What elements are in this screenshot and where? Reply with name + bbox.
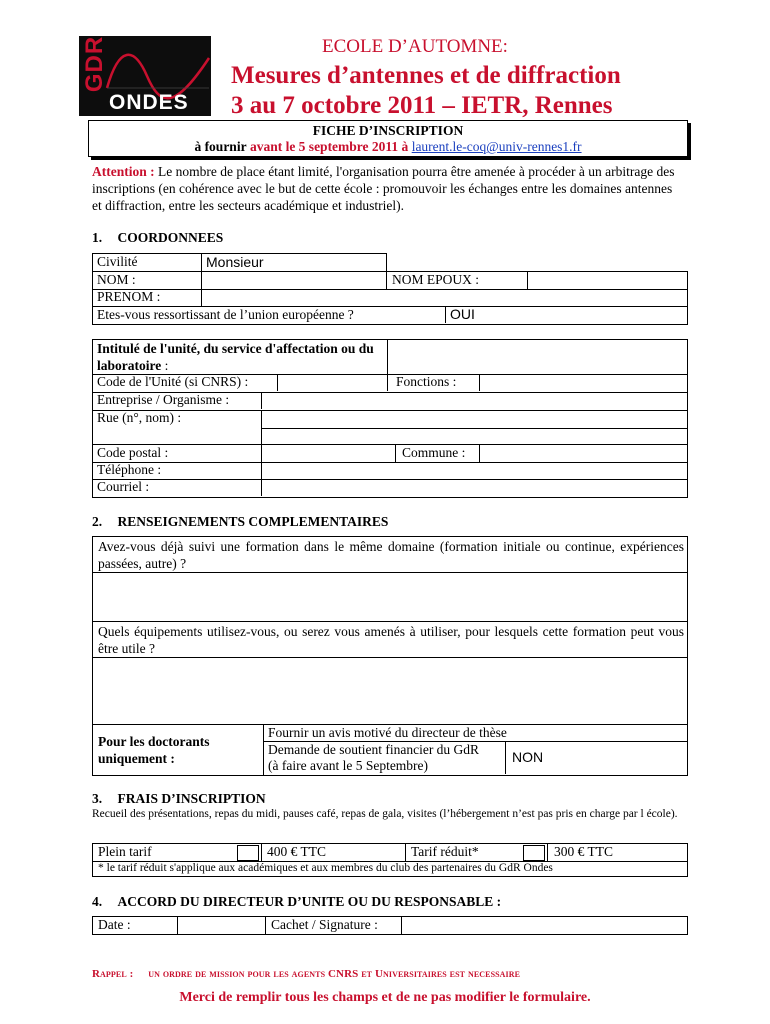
fonctions-label: Fonctions : xyxy=(396,374,457,389)
rappel-label: Rappel : xyxy=(92,968,134,980)
union-label: Etes-vous ressortissant de l’union européenne ? xyxy=(97,307,354,322)
date-label: Date : xyxy=(98,917,131,932)
nom-epoux-input[interactable] xyxy=(527,272,687,289)
nom-epoux-cell xyxy=(386,272,527,289)
question-formation: Avez-vous déjà suivi une formation dans le même domaine (formation initiale ou continue, expériences passées, autre) ? xyxy=(98,539,684,571)
telephone-input[interactable] xyxy=(261,462,688,479)
nom-label: NOM : xyxy=(97,272,136,287)
event-dates: 3 au 7 octobre 2011 – IETR, Rennes xyxy=(231,92,613,119)
rue-inner-divider xyxy=(261,428,687,429)
section1-title: COORDONNEES xyxy=(117,230,224,245)
commune-label: Commune : xyxy=(402,445,466,460)
event-kicker: ECOLE D’AUTOMNE: xyxy=(322,36,508,57)
union-select[interactable]: OUI xyxy=(445,306,686,323)
fiche-email-link[interactable]: laurent.le-coq@univ-rennes1.fr xyxy=(411,139,582,154)
code-postal-label: Code postal : xyxy=(97,445,169,460)
rappel-line xyxy=(92,968,692,980)
entreprise-label: Entreprise / Organisme : xyxy=(97,392,230,407)
plein-tarif-checkbox[interactable] xyxy=(237,845,259,861)
q2-top-divider xyxy=(93,621,687,622)
reduit-tarif-label: Tarif réduit* xyxy=(411,844,479,859)
section2-block xyxy=(92,536,688,776)
courriel-label: Courriel : xyxy=(97,479,150,494)
courriel-input[interactable] xyxy=(261,479,688,496)
civilite-label: Civilité xyxy=(97,254,138,269)
union-row xyxy=(92,307,688,325)
soutien-label: Demande de soutient financier du GdR (à faire avant le 5 Septembre) xyxy=(268,742,480,773)
cachet-cell xyxy=(265,917,400,934)
accord-row xyxy=(92,916,688,935)
logo-gdr-text: GDR xyxy=(81,35,108,93)
civilite-select[interactable]: Monsieur xyxy=(201,254,389,271)
commune-input[interactable] xyxy=(479,444,688,462)
section3-number: 3. xyxy=(92,791,103,806)
civilite-row xyxy=(92,253,387,272)
attention-label: Attention : xyxy=(92,164,155,179)
section1-number: 1. xyxy=(92,230,103,245)
fiche-deadline: avant le 5 septembre 2011 à xyxy=(249,139,409,154)
nom-input[interactable] xyxy=(201,272,386,289)
prenom-label: PRENOM : xyxy=(97,289,161,304)
gdr-ondes-logo xyxy=(79,36,211,116)
rue-label: Rue (n°, nom) : xyxy=(97,410,182,425)
tarif-footnote-row xyxy=(92,861,688,877)
unite-label-colon: : xyxy=(161,358,169,373)
doctorants-label: Pour les doctorants uniquement : xyxy=(98,734,210,766)
plein-price-cell xyxy=(261,844,406,861)
commune-cell xyxy=(395,444,480,462)
date-input[interactable] xyxy=(177,917,268,934)
plein-tarif-label: Plein tarif xyxy=(98,844,152,859)
reduit-tarif-checkbox[interactable] xyxy=(523,845,545,861)
fonctions-cell xyxy=(387,374,478,391)
plein-price: 400 € TTC xyxy=(267,844,327,859)
prenom-input[interactable] xyxy=(201,289,687,306)
nom-epoux-label: NOM EPOUX : xyxy=(392,272,480,287)
soutien-select[interactable]: NON xyxy=(505,741,692,774)
doctorants-vline xyxy=(263,724,264,775)
code-unite-label: Code de l'Unité (si CNRS) : xyxy=(97,374,249,389)
code-unite-input[interactable] xyxy=(277,374,388,391)
section2-title: RENSEIGNEMENTS COMPLEMENTAIRES xyxy=(117,514,389,529)
cachet-input[interactable] xyxy=(401,917,688,934)
fiche-subtitle-pre: à fournir xyxy=(194,139,247,154)
unite-label xyxy=(97,340,382,374)
fiche-subtitle xyxy=(89,139,687,155)
nom-row xyxy=(92,271,688,290)
section2-number: 2. xyxy=(92,514,103,529)
tarif-footnote: * le tarif réduit s'applique aux académiques et aux membres du club des partenaires du GdR Ondes xyxy=(98,862,553,874)
entreprise-input[interactable] xyxy=(261,392,688,409)
reduit-price-cell xyxy=(547,844,688,861)
prenom-row xyxy=(92,289,688,307)
rue-input[interactable] xyxy=(261,410,688,444)
unite-block xyxy=(92,339,688,498)
answer-formation-textarea[interactable] xyxy=(93,573,687,621)
fiche-title: FICHE D’INSCRIPTION xyxy=(312,123,464,138)
section3-title: FRAIS D’INSCRIPTION xyxy=(117,791,266,806)
frais-note: Recueil des présentations, repas du midi, pauses café, repas de gala, visites (l’hébergement n’est pas pris en charge par l école). xyxy=(92,808,678,820)
unite-label-bold: Intitulé de l'unité, du service d'affectation ou du laboratoire xyxy=(97,341,374,373)
avis-directeur-label: Fournir un avis motivé du directeur de thèse xyxy=(268,725,507,740)
tarif-row xyxy=(92,843,688,862)
question-equipements: Quels équipements utilisez-vous, ou serez vous amenés à utiliser, pour lesquels cette formation peut vous être utile ? xyxy=(98,624,684,656)
attention-text: Le nombre de place étant limité, l'organisation pourra être amenée à procéder à un arbitrage des inscriptions (en cohérence avec le but de cette école : promouvoir les échanges entre les domaines antennes et diffraction, entre les secteurs académique et industriel). xyxy=(92,164,675,213)
fonctions-input[interactable] xyxy=(479,374,688,391)
section3-heading xyxy=(92,791,266,807)
fiche-box xyxy=(88,120,688,157)
cachet-label: Cachet / Signature : xyxy=(271,917,378,932)
reduit-price: 300 € TTC xyxy=(554,844,614,859)
section2-heading xyxy=(92,514,388,530)
section4-heading xyxy=(92,894,501,910)
answer-equipements-textarea[interactable] xyxy=(93,658,687,724)
code-postal-input[interactable] xyxy=(261,444,396,462)
merci-line: Merci de remplir tous les champs et de ne pas modifier le formulaire. xyxy=(179,990,591,1005)
rappel-text: un ordre de mission pour les agents CNRS et Universitaires est necessaire xyxy=(148,968,521,980)
attention-paragraph xyxy=(92,163,684,214)
telephone-label: Téléphone : xyxy=(97,462,162,477)
event-title: Mesures d’antennes et de diffraction xyxy=(231,62,621,89)
section1-heading xyxy=(92,230,223,246)
logo-ondes-text: ONDES xyxy=(109,91,189,114)
unite-input[interactable] xyxy=(387,340,688,374)
section4-title: ACCORD DU DIRECTEUR D’UNITE OU DU RESPONSABLE : xyxy=(117,894,502,909)
section4-number: 4. xyxy=(92,894,103,909)
